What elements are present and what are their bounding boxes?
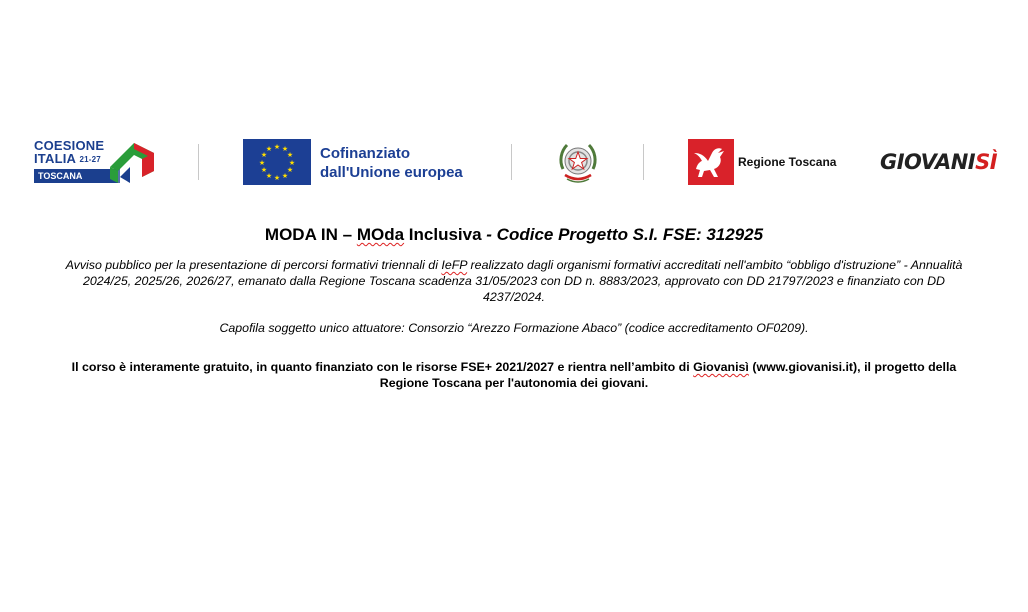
svg-text:★: ★	[286, 166, 294, 174]
svg-text:★: ★	[260, 166, 268, 174]
eu-line-2: dall'Unione europea	[320, 164, 463, 181]
free-course-text-giovanisi: Giovanisì	[693, 360, 749, 374]
logo-bar	[0, 0, 1028, 200]
logo-divider	[643, 144, 644, 180]
free-course-text-c: (www.giovanisi.it), il progetto della Regione Toscana per l'autonomia dei giovani.	[379, 360, 957, 390]
svg-text:★: ★	[281, 145, 289, 153]
logo-divider	[198, 144, 199, 180]
svg-text:★: ★	[265, 172, 273, 180]
logo-divider	[511, 144, 512, 180]
regione-toscana-logo	[688, 139, 848, 187]
pegasus-icon	[688, 139, 734, 185]
lead-partner-paragraph: Capofila soggetto unico attuatore: Consorzio “Arezzo Formazione Abaco” (codice accreditamento OF0209).	[219, 321, 809, 335]
title-part-2: MOda	[356, 225, 405, 244]
giovanisi-wordmark	[880, 150, 997, 174]
svg-text:★: ★	[260, 151, 268, 159]
coesione-subtitle	[34, 152, 101, 165]
coesione-italia-logo	[34, 137, 156, 187]
coesione-chevron-icon	[104, 137, 156, 187]
svg-text:★: ★	[273, 143, 281, 151]
eu-flag-icon	[243, 139, 311, 185]
coesione-title: COESIONE	[34, 138, 105, 153]
free-course-text-a: Il corso è interamente gratuito, in quanto finanziato con le risorse FSE+ 2021/2027 e rientra nell’ambito di	[71, 360, 694, 374]
title-part-1: MODA IN –	[264, 225, 357, 244]
project-title	[0, 225, 1028, 245]
svg-text:★: ★	[258, 159, 266, 167]
repubblica-italiana-emblem-icon	[555, 139, 601, 187]
eu-logo-text	[320, 144, 463, 182]
eu-cofinanced-logo	[243, 139, 483, 187]
notice-text-a: Avviso pubblico per la presentazione di percorsi formativi triennali di	[65, 258, 442, 272]
coesione-region-label: TOSCANA	[38, 171, 83, 181]
regione-toscana-label: Regione Toscana	[738, 155, 837, 169]
svg-text:★: ★	[286, 151, 294, 159]
notice-paragraph	[60, 257, 968, 305]
svg-text:★: ★	[265, 145, 273, 153]
eu-line-1: Cofinanziato	[320, 145, 410, 162]
svg-text:★: ★	[273, 174, 281, 182]
giovanisi-accent: SÌ	[975, 150, 998, 174]
notice-text-c: realizzato dagli organismi formativi accreditati nell'ambito “obbligo d'istruzione” - Annualità 2024/25, 2025/26, 2026/27, emanato dalla Regione Toscana scadenza 31/05/2023 con DD n. 8883/2023, approvato con DD 21797/2023 e finanziato con DD 4237/2024.	[82, 258, 963, 304]
free-course-paragraph	[60, 359, 968, 391]
giovanisi-logo	[880, 146, 998, 180]
svg-text:★: ★	[281, 172, 289, 180]
coesione-years: 21-27	[79, 155, 101, 164]
notice-text-iefp: IeFP	[441, 258, 468, 272]
coesione-italia-label: ITALIA	[34, 151, 76, 166]
svg-text:★: ★	[288, 159, 296, 167]
title-code: - Codice Progetto S.I. FSE: 312925	[481, 225, 764, 244]
giovanisi-word: GIOVANI	[880, 150, 976, 174]
title-part-3: Inclusiva	[404, 225, 482, 244]
